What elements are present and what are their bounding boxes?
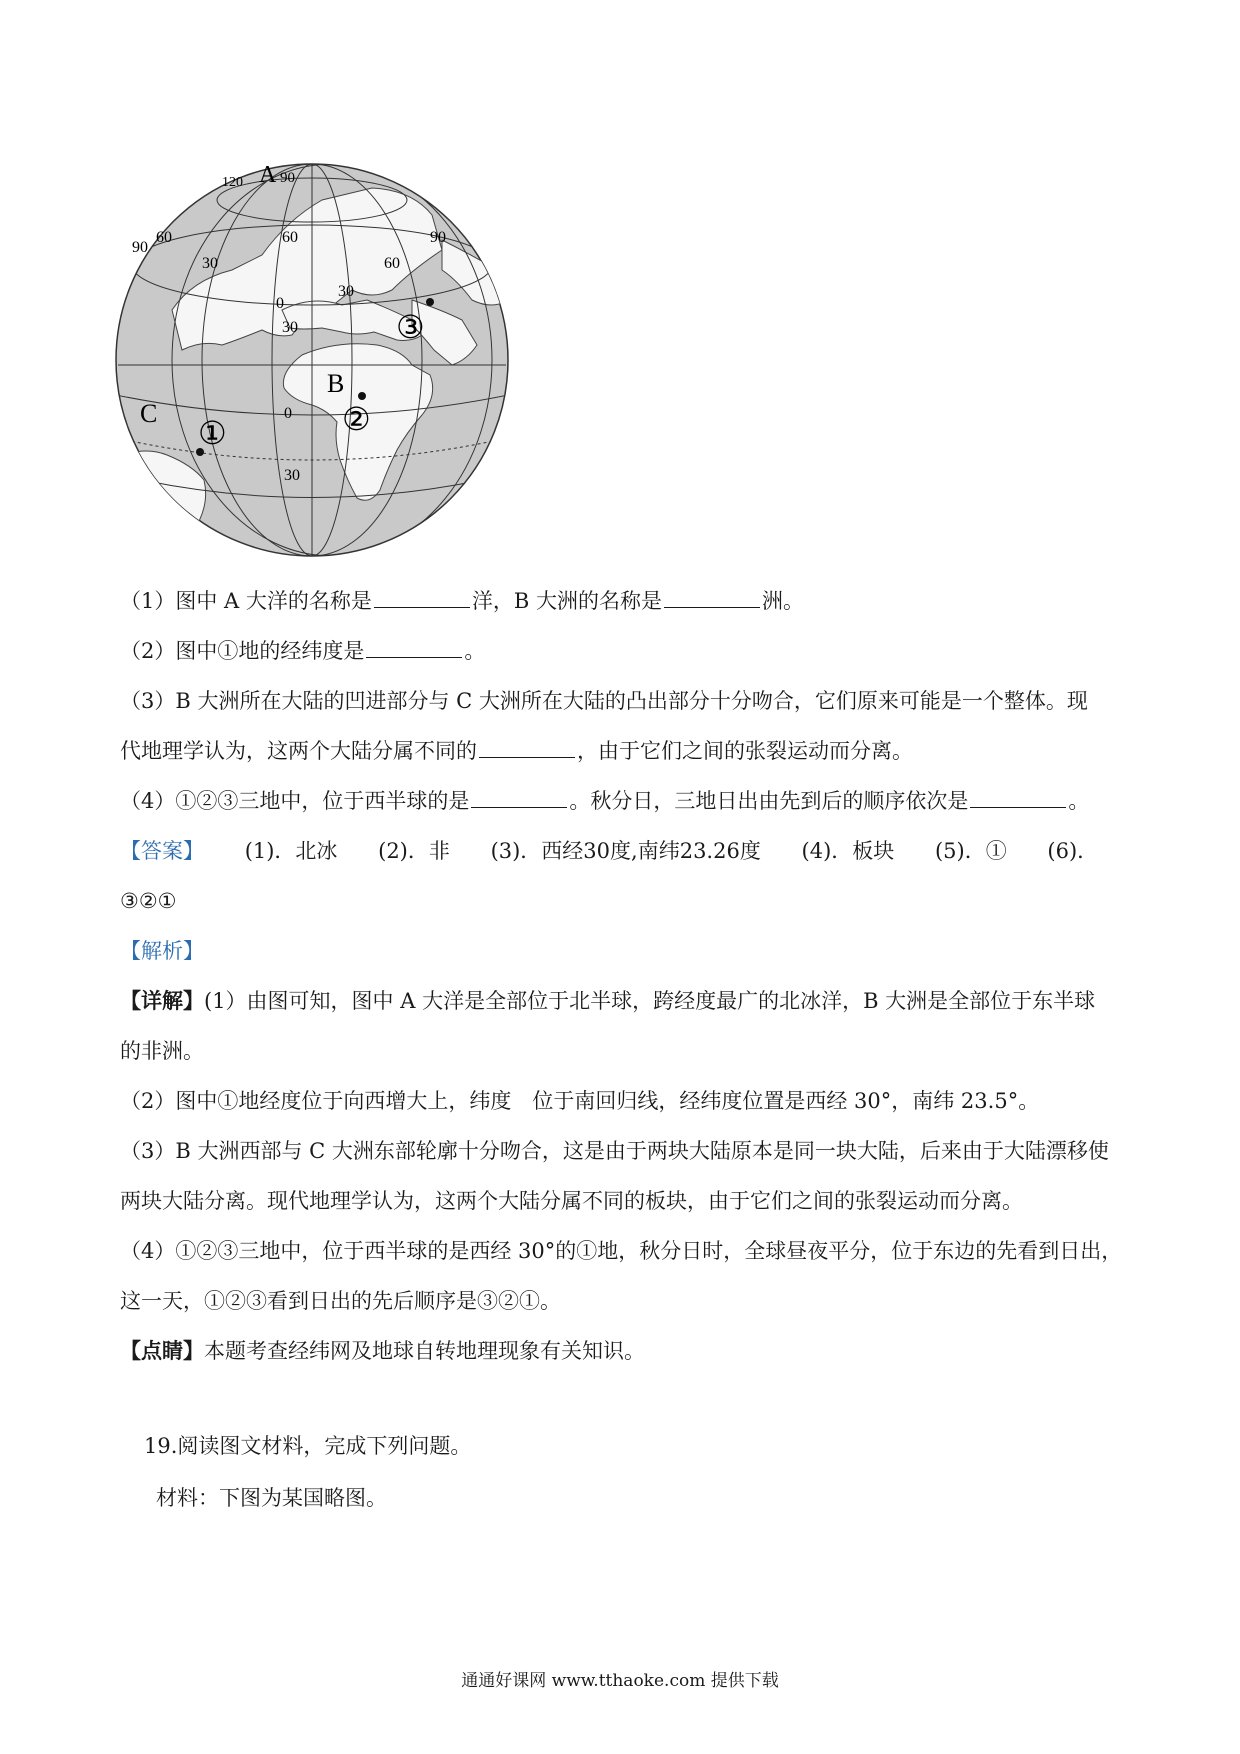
question-4: [120, 787, 1089, 815]
question-1-post: 洲。: [762, 589, 804, 613]
detail-p4-line1: （4）①②③三地中，位于西半球的是西经 30°的①地，秋分日时，全球昼夜平分，位于东边的先看到日出，: [120, 1239, 1123, 1263]
blank-western[interactable]: [471, 789, 567, 808]
page-footer: 通通好课网 www.tthaoke.com 提供下载: [461, 1671, 779, 1691]
label-C: C: [140, 399, 158, 428]
question-2: [120, 637, 485, 665]
question-2-post: 。: [464, 639, 486, 663]
question-4-mid: 。秋分日，三地日出由先到后的顺序依次是: [569, 789, 969, 813]
label-A: A: [259, 162, 277, 188]
label-60-left: 60: [156, 229, 172, 246]
detail-tag: 【详解】: [120, 988, 204, 1013]
analysis-tag: 【解析】: [120, 939, 204, 963]
question-3-pre: 代地理学认为，这两个大陆分属不同的: [120, 739, 477, 763]
label-lon-0: 0: [276, 295, 284, 312]
question-3-line1: （3）B 大洲所在大陆的凹进部分与 C 大洲所在大陆的凸出部分十分吻合，它们原来可能是一个整体。现: [120, 689, 1088, 713]
answer-item-6: (6)．: [1047, 839, 1099, 863]
question-2-pre: （2）图中①地的经纬度是: [120, 639, 365, 663]
answer-tag: 【答案】: [120, 839, 204, 863]
detail-p2: （2）图中①地经度位于向西增大上，纬度 位于南回归线，经纬度位置是西经 30°，南纬 23.5°。: [120, 1089, 1040, 1113]
blank-plate[interactable]: [479, 739, 575, 758]
label-lat-30-bottom: 30: [284, 467, 300, 484]
q19-material: 材料：下图为某国略图。: [156, 1486, 387, 1510]
answer-line: [120, 837, 1098, 865]
label-lat-60: 60: [282, 229, 298, 246]
detail-p3-line1: （3）B 大洲西部与 C 大洲东部轮廓十分吻合，这是由于两块大陆原本是同一块大陆，后来由于大陆漂移使: [120, 1139, 1109, 1163]
label-lat-30-center: 30: [282, 319, 298, 336]
tip-tag: 【点睛】: [120, 1338, 204, 1363]
label-90-right: 90: [430, 229, 446, 246]
label-lat-30-left: 30: [202, 255, 218, 272]
globe-figure: [112, 160, 512, 560]
tip-text: 本题考查经纬网及地球自转地理现象有关知识。: [204, 1339, 645, 1363]
answer-continuation: ③②①: [120, 889, 177, 913]
label-B: B: [327, 369, 345, 398]
answer-item-1: (1)．北冰: [244, 839, 338, 863]
point-3-dot: [426, 298, 434, 306]
answer-item-2: (2)．非: [378, 839, 450, 863]
blank-order[interactable]: [970, 789, 1066, 808]
point-2-dot: [358, 392, 366, 400]
detail-p1-line2: 的非洲。: [120, 1039, 204, 1063]
label-point-2: ②: [342, 400, 371, 438]
question-4-post: 。: [1068, 789, 1090, 813]
question-1-pre: （1）图中 A 大洋的名称是: [120, 589, 372, 613]
detail-p3-line2: 两块大陆分离。现代地理学认为，这两个大陆分属不同的板块，由于它们之间的张裂运动而分离。: [120, 1189, 1023, 1213]
label-90-top: 90: [280, 170, 295, 186]
answer-item-4: (4)．板块: [801, 839, 895, 863]
blank-ocean[interactable]: [374, 589, 470, 608]
question-3-line2: [120, 737, 913, 765]
detail-p1-text: (1）由图可知，图中 A 大洋是全部位于北半球，跨经度最广的北冰洋，B 大洲是全部位于东半球: [204, 989, 1096, 1013]
label-lon-30-right: 30: [338, 283, 354, 300]
label-point-3: ③: [396, 308, 425, 346]
blank-coordinates[interactable]: [366, 639, 462, 658]
tip-line: [120, 1337, 645, 1365]
question-3-post: ，由于它们之间的张裂运动而分离。: [577, 739, 913, 763]
question-1: [120, 587, 804, 615]
answer-item-3: (3)．西经30度,南纬23.26度: [490, 839, 761, 863]
label-90-left: 90: [132, 239, 148, 256]
detail-p4-line2: 这一天，①②③看到日出的先后顺序是③②①。: [120, 1289, 561, 1313]
label-point-1: ①: [198, 414, 227, 452]
question-1-mid: 洋，B 大洲的名称是: [471, 589, 662, 613]
label-equator-0: 0: [284, 405, 292, 422]
label-60-right: 60: [384, 255, 400, 272]
question-4-pre: （4）①②③三地中，位于西半球的是: [120, 789, 470, 813]
label-120-top: 120: [222, 175, 243, 190]
blank-continent[interactable]: [664, 589, 760, 608]
detail-p1-line1: [120, 987, 1095, 1015]
answer-item-5: (5)．①: [934, 839, 1007, 863]
q19-title: 19.阅读图文材料，完成下列问题。: [144, 1434, 472, 1458]
